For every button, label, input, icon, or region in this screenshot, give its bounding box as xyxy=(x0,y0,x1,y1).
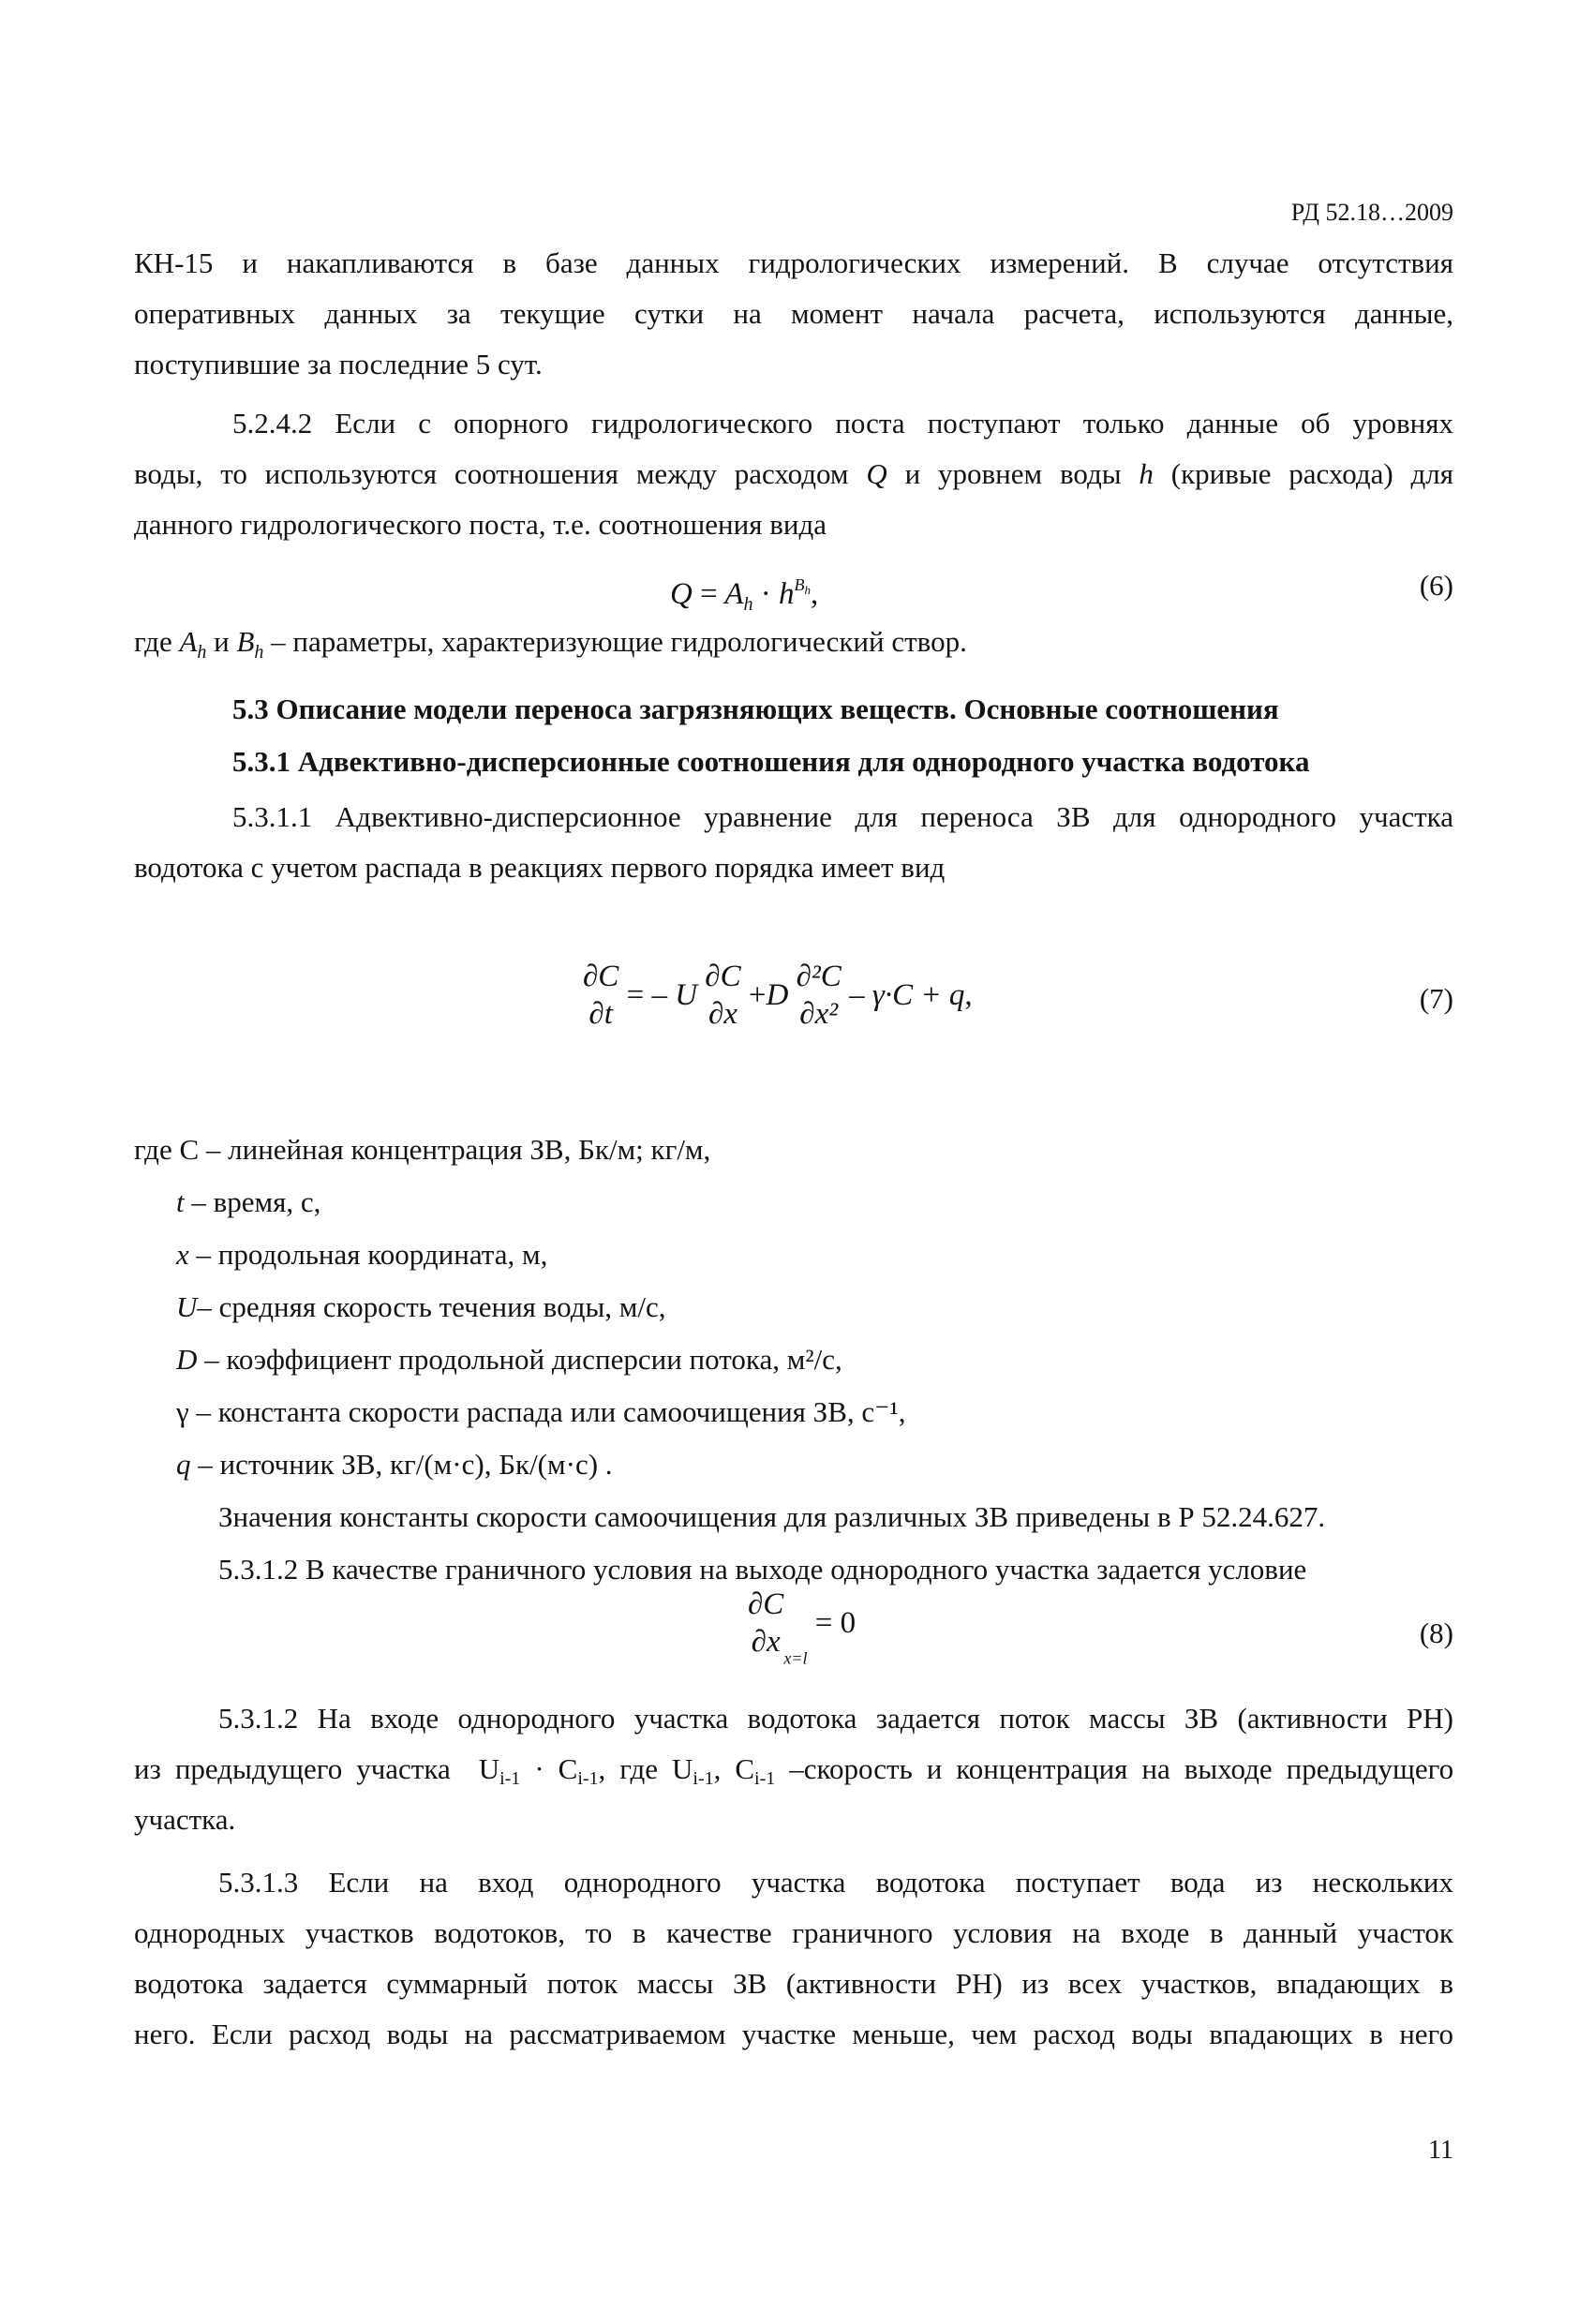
p5312b-dot: · xyxy=(534,1752,544,1785)
p5312b-c-sub: i-1 xyxy=(577,1768,599,1789)
eq7-adv-den: ∂x xyxy=(708,997,737,1031)
p5312b-c: C xyxy=(558,1752,578,1785)
eq6-where-line xyxy=(134,617,967,678)
def-c-text: – линейная концентрация ЗВ, Бк/м; кг/м, xyxy=(199,1133,711,1166)
def-q xyxy=(176,1439,613,1490)
var-h: h xyxy=(1139,457,1154,490)
def-u xyxy=(176,1282,666,1333)
eq7-source: + q xyxy=(920,978,965,1012)
def-gamma xyxy=(176,1387,906,1438)
eq8-sub: x=l xyxy=(783,1648,808,1668)
section-5-3-heading: 5.3 Описание модели переноса загрязняющих веществ. Основные соотношения xyxy=(232,693,1279,725)
eq6-a: A xyxy=(724,577,744,611)
section-5-3-1-heading: 5.3.1 Адвективно-дисперсионные соотношения для однородного участка водотока xyxy=(232,745,1310,778)
self-cleaning-note: Значения константы скорости самоочищения для различных ЗВ приведены в Р 52.24.627. xyxy=(218,1500,1326,1533)
eq6-where-prefix: где xyxy=(134,625,172,658)
eq7-disp-num: ∂²C xyxy=(796,960,842,993)
p5313-line-3: водотока задается суммарный поток массы ЗВ (активности РН) из всех участков, впадающих в xyxy=(134,1967,1453,2000)
eq6-q: Q xyxy=(670,577,693,611)
eq8-number: (8) xyxy=(1419,1616,1453,1649)
eq7-lhs-den: ∂t xyxy=(588,997,613,1031)
eq6-comma: , xyxy=(811,577,819,611)
eq7-adv-num: ∂C xyxy=(705,960,741,993)
def-d-text: – коэффициент продольной дисперсии потока, м²/с, xyxy=(197,1343,842,1376)
p5311-line-2: водотока с учетом распада в реакциях первого порядка имеет вид xyxy=(134,851,946,884)
eq6-where-b: B xyxy=(236,625,255,658)
p5242-text-b: и уровнем воды xyxy=(904,457,1122,490)
eq8-num: ∂C xyxy=(748,1587,784,1621)
eq8-rhs: = 0 xyxy=(814,1606,857,1640)
doc-header-code: РД 52.18…2009 xyxy=(1290,199,1453,226)
p5312b-sep: , xyxy=(713,1752,722,1785)
def-d-symbol: D xyxy=(176,1343,198,1376)
eq7-plus: + xyxy=(748,978,767,1012)
p5242-text-a: воды, то используются соотношения между расходом xyxy=(134,457,849,490)
p5312b-text-c: –скорость и концентрация на выходе предыдущего xyxy=(789,1752,1454,1785)
eq6-exp: B xyxy=(794,575,805,594)
var-q: Q xyxy=(866,457,887,490)
eq7-disp-den: ∂x² xyxy=(799,997,839,1031)
p5242-line-2 xyxy=(134,449,1453,499)
p5312b-c2-sub: i-1 xyxy=(754,1768,776,1789)
p5313-line-4: него. Если расход воды на рассматриваемом участке меньше, чем расход воды впадающих в него xyxy=(134,2018,1453,2050)
eq7-u: U xyxy=(675,978,698,1012)
eq7-adv-fraction xyxy=(705,958,740,1033)
p5312b-line-3: участка. xyxy=(134,1803,236,1836)
def-x-symbol: x xyxy=(176,1238,189,1271)
def-x-text: – продольная координата, м, xyxy=(188,1238,548,1271)
p5242-text-c: (кривые расхода) для xyxy=(1170,457,1453,490)
eq7-disp-fraction xyxy=(797,958,842,1033)
eq7-d: D xyxy=(766,978,789,1012)
eq6-dot: · xyxy=(760,577,771,611)
p5312b-c2: C xyxy=(735,1752,755,1785)
equation-8 xyxy=(748,1586,856,1678)
def-t xyxy=(176,1177,320,1228)
def-q-text: – источник ЗВ, кг/(м·с), Бк/(м·с) . xyxy=(190,1448,613,1481)
intro-line-1: КН-15 и накапливаются в базе данных гидрологических измерений. В случае отсутствия xyxy=(134,246,1453,279)
def-c-symbol: где C xyxy=(134,1133,200,1166)
equation-7 xyxy=(583,958,973,1033)
p5312a-text: 5.3.1.2 В качестве граничного условия на выходе однородного участка задается условие xyxy=(218,1553,1307,1586)
p5312b-u2: U xyxy=(672,1752,693,1785)
eq7-decay: – γ·C xyxy=(849,978,914,1012)
eq6-where-b-sub: h xyxy=(254,642,264,663)
def-t-text: – время, с, xyxy=(184,1185,321,1218)
eq7-equals: = – xyxy=(626,978,667,1012)
def-q-symbol: q xyxy=(176,1448,191,1481)
eq6-exp-sub: h xyxy=(804,583,812,597)
eq7-lhs-fraction xyxy=(583,958,618,1033)
eq6-where-a: A xyxy=(179,625,198,658)
eq6-equals: = xyxy=(700,577,718,611)
eq6-number: (6) xyxy=(1419,569,1453,602)
def-gamma-symbol: γ xyxy=(176,1395,189,1428)
def-t-symbol: t xyxy=(176,1185,185,1218)
p5312b-u2-sub: i-1 xyxy=(693,1768,714,1789)
p5313-line-2: однородных участков водотоков, то в качестве граничного условия на входе в данный участок xyxy=(134,1916,1453,1949)
def-u-text: – средняя скорость течения воды, м/с, xyxy=(197,1290,666,1323)
eq6-where-a-sub: h xyxy=(197,642,207,663)
eq8-fraction xyxy=(748,1586,783,1661)
p5313-line-1: 5.3.1.3 Если на вход однородного участка водотока поступает вода из нескольких xyxy=(218,1866,1453,1899)
intro-line-2: оперативных данных за текущие сутки на момент начала расчета, используются данные, xyxy=(134,297,1453,330)
eq7-lhs-num: ∂C xyxy=(583,960,619,993)
eq6-h: h xyxy=(779,577,795,611)
p5312b-text-b: , где xyxy=(598,1752,658,1785)
eq6-where-and: и xyxy=(214,625,230,658)
eq7-comma: , xyxy=(964,978,973,1012)
p5311-line-1: 5.3.1.1 Адвективно-дисперсионное уравнение для переноса ЗВ для однородного участка xyxy=(232,800,1453,833)
def-gamma-text: – константа скорости распада или самоочищения ЗВ, с⁻¹, xyxy=(188,1395,906,1428)
p5242-line-3: данного гидрологического поста, т.е. соотношения вида xyxy=(134,508,827,541)
def-c xyxy=(134,1125,710,1175)
eq8-den: ∂x xyxy=(751,1625,781,1659)
def-x xyxy=(176,1229,547,1280)
p5312b-text-a: из предыдущего участка xyxy=(134,1752,451,1785)
p5242-line-1: 5.2.4.2 Если с опорного гидрологического поста поступают только данные об уровнях xyxy=(232,407,1453,439)
intro-line-3: поступившие за последние 5 сут. xyxy=(134,348,543,380)
eq7-number: (7) xyxy=(1419,982,1453,1015)
p5312b-u-sub: i-1 xyxy=(499,1768,521,1789)
def-u-symbol: U xyxy=(176,1290,198,1323)
def-d xyxy=(176,1334,842,1385)
p5312b-line-1: 5.3.1.2 На входе однородного участка водотока задается поток массы ЗВ (активности РН) xyxy=(218,1702,1453,1735)
page-number: 11 xyxy=(1428,2136,1453,2165)
eq6-where-text: – параметры, характеризующие гидрологический створ. xyxy=(271,625,967,658)
eq6-a-sub: h xyxy=(743,594,753,615)
p5312b-line-2 xyxy=(134,1744,1453,1804)
p5312b-u: U xyxy=(478,1752,500,1785)
